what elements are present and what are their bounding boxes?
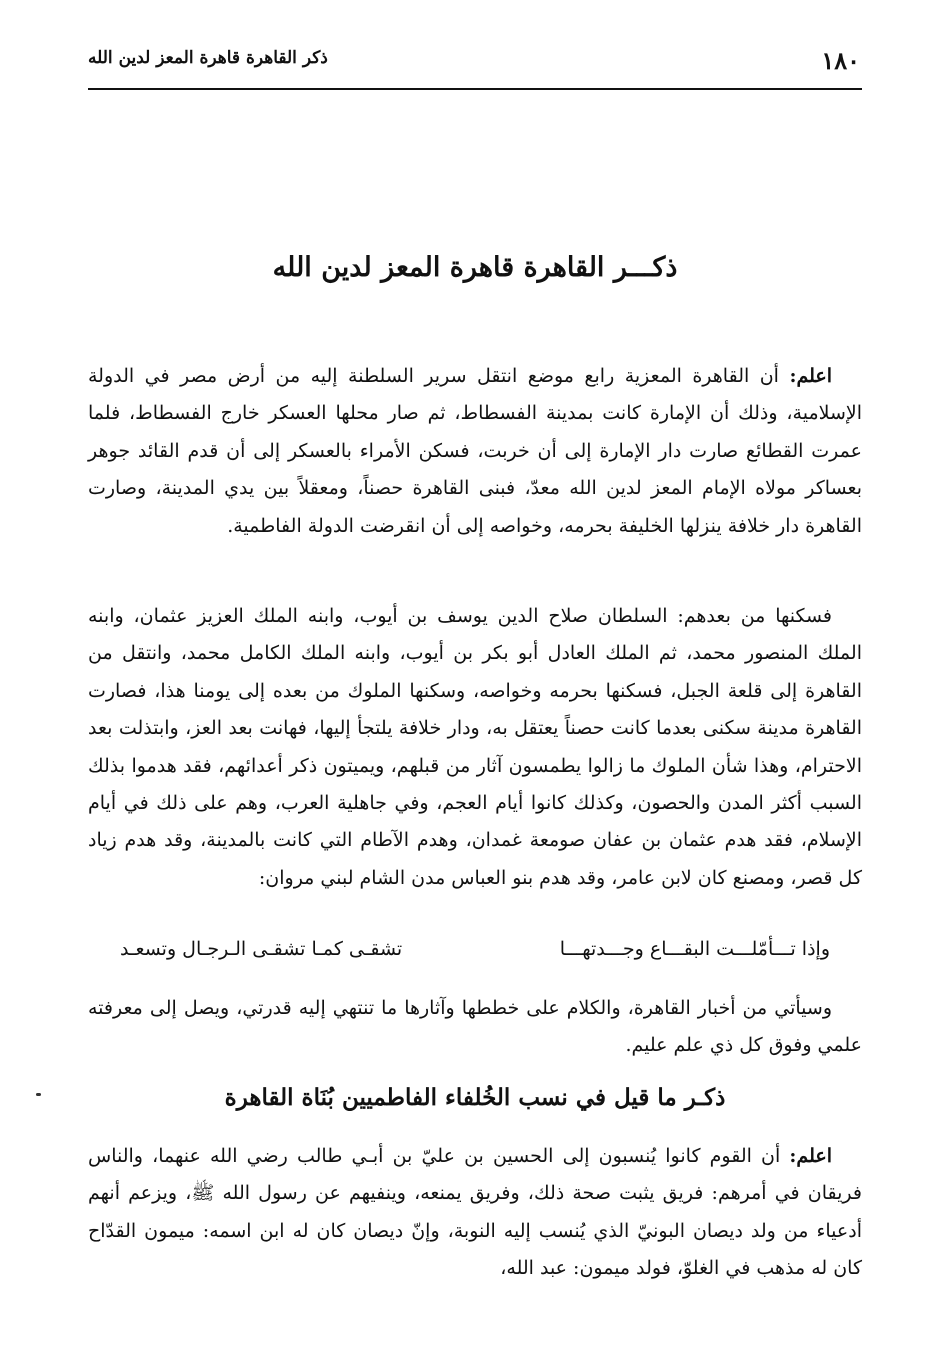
paragraph-intro [88,358,862,545]
paragraph-text: فسكنها من بعدهم: السلطان صلاح الدين يوسف بن أيوب، وابنه الملك العزيز عثمان، وابنه الملك المنصور محمد، ثم الملك العادل أبو بكر بن أيوب، وابنه الملك الكامل محمد، وانتقل من القاهرة إلى قلعة الجبل، فسكنها بحرمه وخواصه، وسكنها الملوك من بعده إلى يومنا هذا، فصارت القاهرة مدينة سكنى بعدما كانت حصناً يعتقل به، ودار خلافة يلتجأ إليها، فهانت بعد العز، وابتذلت بعد الاحترام، وهذا شأن الملوك ما زالوا يطمسون آثار من قبلهم، ويميتون ذكر أعدائهم، فقد هدموا بذلك السبب أكثر المدن والحصون، وكذلك كانوا أيام العجم، وفي جاهلية العرب، وهم على ذلك في أيام الإسلام، فقد هدم عثمان بن عفان صومعة غمدان، وهدم الآطام التي كانت بالمدينة، وقد هدم زياد كل قصر، ومصنع كان لابن عامر، وقد هدم بنو العباس مدن الشام لبني مروان: [88,605,862,889]
scan-speck [36,1093,41,1096]
paragraph-body: أن القاهرة المعزية رابع موضع انتقل سرير السلطنة إليه من أرض مصر في الدولة الإسلامية، وذلك أن الإمارة كانت بمدينة الفسطاط، ثم صار محلها العسكر خارج الفسطاط، فلما عمرت القطائع صارت دار الإمارة إلى أن خربت، فسكن الأمراء بالعسكر إلى أن قدم القائد جوهر بعساكر مولاه الإمام المعز لدين الله معدّ، فبنى القاهرة حصناً، ومعقلاً بين يدي المدينة، وصارت القاهرة دار خلافة ينزلها الخليفة بحرمه، وخواصه إلى أن انقرضت الدولة الفاطمية. [88,365,862,537]
paragraph-lead-word: اعلم: [789,365,833,387]
paragraph-lead-word: اعلم: [789,1145,832,1167]
verse-second-hemistich: تشقـى كمـا تشقـى الـرجـال وتسعـد [120,938,403,960]
section-title: ذكـر ما قيل في نسب الخُلفاء الفاطميين بُنَاة القاهرة [224,1084,726,1111]
running-title: ذكر القاهرة قاهرة المعز لدين الله [88,48,328,68]
page-number: ١٨٠ [821,46,860,75]
poetry-verse [120,938,830,974]
paragraph-closing [88,990,862,1065]
header-divider [88,88,862,90]
paragraph-rulers [88,598,862,897]
running-header [88,42,860,82]
paragraph-text [88,358,862,545]
paragraph-body: أن القوم كانوا يُنسبون إلى الحسين بن عليّ بن أبـي طالب رضي الله عنهما، والناس فريقان في أمرهم: فريق يثبت صحة ذلك، وفريق يمنعه، وينفيهم عن رسول الله ﷺ، ويزعم أنهم أدعياء من ولد ديصان البونيّ الذي يُنسب إليه النوبة، وإنّ ديصان كان له ابن اسمه: ميمون القدّاح كان له مذهب في الغلوّ، فولد ميمون: عبد الله، [88,1145,862,1280]
paragraph-text: وسيأتي من أخبار القاهرة، والكلام على خططها وآثارها ما تنتهي إليه قدرتي، ويصل إلى معرفته علمي وفوق كل ذي علم عليم. [88,997,862,1057]
chapter-title: ذكـــر القاهرة قاهرة المعز لدين الله [272,252,678,283]
paragraph-lineage [88,1138,862,1288]
verse-first-hemistich: وإذا تـــأمّلـــت البقـــاع وجـــدتهـــا [559,938,830,960]
paragraph-text [88,1138,862,1288]
